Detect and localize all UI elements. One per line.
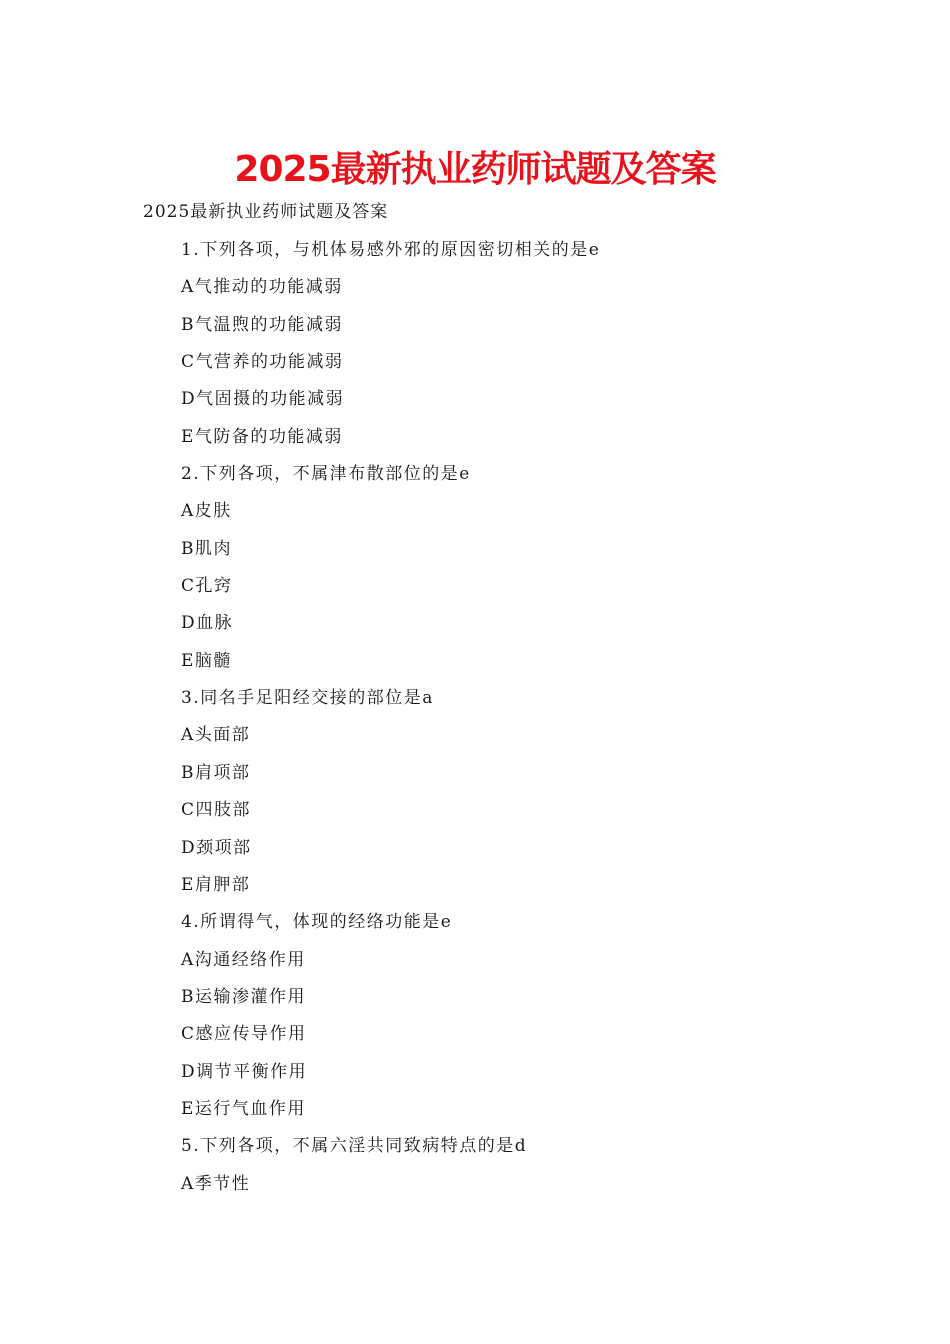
question-line: 3.同名手足阳经交接的部位是a (181, 688, 434, 709)
option-line: E肩胛部 (181, 874, 251, 895)
option-line: C四肢部 (181, 800, 252, 821)
option-line: C感应传导作用 (181, 1024, 307, 1045)
question-line: 4.所谓得气，体现的经络功能是e (181, 912, 453, 933)
option-line: A气推动的功能减弱 (181, 277, 343, 298)
option-line: A头面部 (181, 725, 251, 746)
option-line: B肩项部 (181, 762, 251, 783)
option-line: A季节性 (181, 1173, 251, 1194)
question-list (181, 236, 861, 1207)
option-line: B气温煦的功能减弱 (181, 314, 343, 335)
question-line: 5.下列各项，不属六淫共同致病特点的是d (181, 1136, 528, 1157)
document-title: 2025最新执业药师试题及答案 (234, 149, 716, 190)
question-line: 1.下列各项，与机体易感外邪的原因密切相关的是e (181, 240, 601, 260)
document-subtitle: 2025最新执业药师试题及答案 (143, 202, 389, 222)
option-line: E脑髓 (181, 650, 232, 671)
option-line: C孔窍 (181, 576, 233, 597)
option-line: D血脉 (181, 613, 234, 634)
option-line: E运行气血作用 (181, 1098, 306, 1119)
option-line: D调节平衡作用 (181, 1061, 308, 1082)
option-line: D气固摄的功能减弱 (181, 389, 345, 410)
question-line: 2.下列各项，不属津布散部位的是e (181, 464, 471, 485)
option-line: B运输渗灌作用 (181, 986, 306, 1007)
option-line: A沟通经络作用 (181, 949, 306, 970)
option-line: B肌肉 (181, 538, 232, 559)
option-line: E气防备的功能减弱 (181, 426, 343, 447)
option-line: A皮肤 (181, 501, 232, 522)
option-line: C气营养的功能减弱 (181, 352, 344, 373)
option-line: D颈项部 (181, 837, 252, 858)
